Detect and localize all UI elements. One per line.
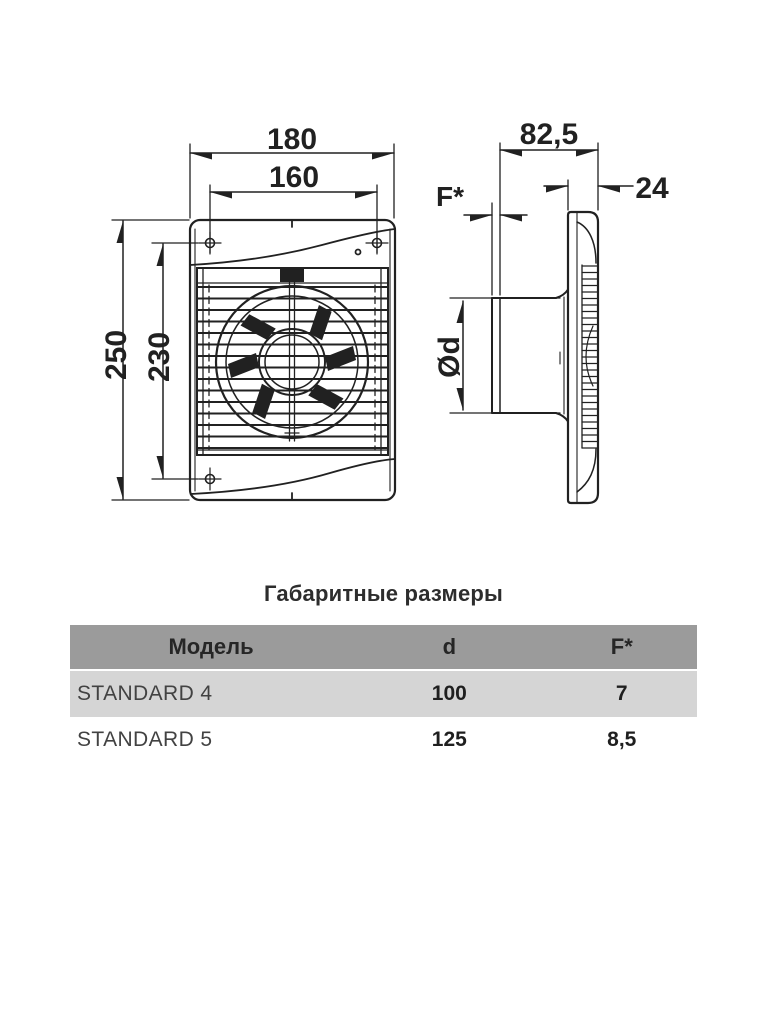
fan-hub [259, 329, 325, 395]
dim-label-depth-total: 82,5 [519, 118, 579, 151]
dim-label-front-clearance: F* [436, 181, 464, 212]
cell-f: 8,5 [607, 728, 637, 751]
cell-model: STANDARD 5 [77, 728, 213, 751]
dim-label-panel-depth: 24 [635, 172, 669, 205]
dim-label-height-holes: 230 [143, 331, 176, 383]
table-row-standard-5 [70, 717, 697, 763]
cell-model: STANDARD 4 [70, 670, 352, 717]
duct-spigot [492, 290, 568, 422]
dim-label-width-outer: 180 [266, 123, 318, 156]
side-dimension-lines [463, 150, 633, 410]
column-header-d: d [352, 625, 546, 670]
table-header-row [70, 625, 697, 670]
shutter-actuator [280, 269, 304, 282]
front-view [100, 123, 395, 500]
dim-label-height-outer: 250 [100, 329, 133, 381]
dimensions-table [70, 625, 697, 763]
cell-d: 100 [352, 670, 546, 717]
table-row-standard-4 [70, 670, 697, 717]
dim-label-duct-diameter: Ød [433, 336, 466, 378]
cell-d: 125 [431, 728, 467, 751]
side-view [433, 118, 669, 503]
cell-f: 7 [547, 670, 698, 717]
dim-label-width-holes: 160 [268, 161, 320, 194]
column-header-model: Модель [70, 625, 352, 670]
column-header-f: F* [547, 625, 698, 670]
table-title: Габаритные размеры [263, 581, 504, 606]
